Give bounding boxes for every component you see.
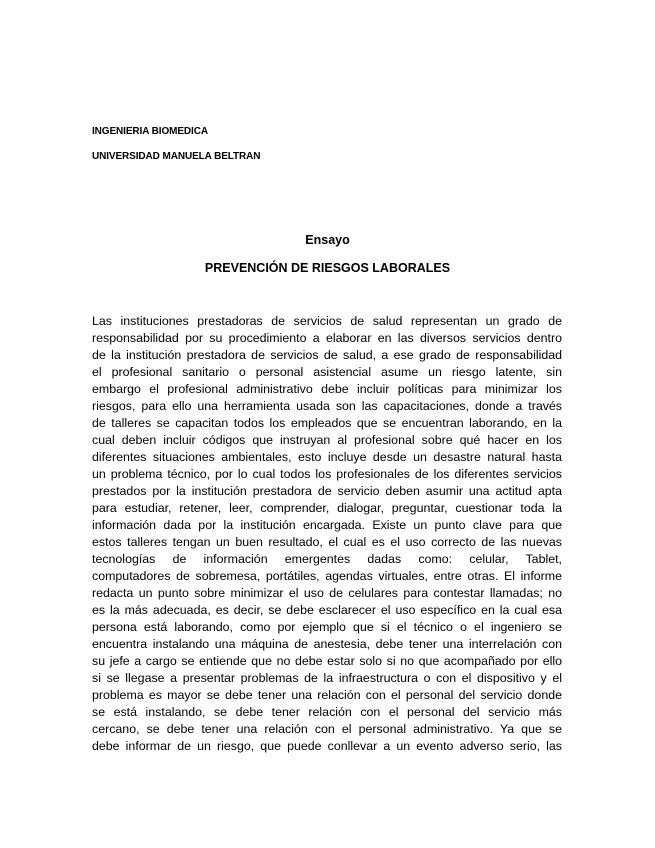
body-line: se está instalando, se debe tener relación con el personal del servicio más <box>92 705 562 719</box>
body-line: prestados por la institución prestadora de servicio deben asumir una actitud apta <box>92 484 562 498</box>
body-line: redacta un punto sobre minimizar el uso de celulares para contestar llamadas; no <box>92 586 562 600</box>
body-line: de la institución prestadora de servicios de salud, a ese grado de responsabilidad <box>92 348 562 362</box>
body-line: si se llegase a presentar problemas de la infraestructura o con el dispositivo y el <box>92 671 562 685</box>
body-line: cual deben incluir códigos que instruyan al profesional sobre qué hacer en los <box>92 433 562 447</box>
body-line: problema es mayor se debe tener una relación con el personal del servicio donde <box>92 688 562 702</box>
body-line: el profesional sanitario o personal asistencial asume un riesgo latente, sin <box>92 365 562 379</box>
essay-type: Ensayo <box>305 233 350 247</box>
body-line: responsabilidad por su procedimiento a elaborar en las diversos servicios dentro <box>92 331 562 345</box>
body-line: para estudiar, retener, leer, comprender, dialogar, preguntar, cuestionar toda la <box>92 501 562 515</box>
body-line: diferentes situaciones ambientales, esto incluye desde un desastre natural hasta <box>92 450 562 464</box>
essay-title: PREVENCIÓN DE RIESGOS LABORALES <box>204 261 451 275</box>
body-line: computadores de sobremesa, portátiles, agendas virtuales, entre otras. El informe <box>92 569 562 583</box>
body-line: es la más adecuada, es decir, se debe esclarecer el uso específico en la cual esa <box>92 603 562 617</box>
body-line: un problema técnico, por lo cual todos los profesionales de los diferentes servicios <box>92 467 562 481</box>
body-line: de talleres se capacitan todos los empleados que se encuentran laborando, en la <box>92 416 562 430</box>
body-line: embargo el profesional administrativo debe incluir políticas para minimizar los <box>92 382 562 396</box>
university-name: UNIVERSIDAD MANUELA BELTRAN <box>92 151 261 162</box>
essay-body <box>92 313 562 755</box>
program-name: INGENIERIA BIOMEDICA <box>92 126 208 137</box>
body-line: persona está laborando, como por ejemplo que si el técnico o el ingeniero se <box>92 620 562 634</box>
body-line: debe informar de un riesgo, que puede conllevar a un evento adverso serio, las <box>92 739 562 753</box>
body-line: información dada por la institución encargada. Existe un punto clave para que <box>92 518 562 532</box>
body-line: estos talleres tengan un buen resultado, el cual es el uso correcto de las nuevas <box>92 535 562 549</box>
body-line: tecnologías de información emergentes dadas como: celular, Tablet, <box>92 552 562 566</box>
body-line: cercano, se debe tener una relación con el personal administrativo. Ya que se <box>92 722 562 736</box>
body-line: encuentra instalando una máquina de anestesia, debe tener una interrelación con <box>92 637 562 651</box>
body-line: riesgos, para ello una herramienta usada son las capacitaciones, donde a través <box>92 399 562 413</box>
body-line: Las instituciones prestadoras de servicios de salud representan un grado de <box>92 314 562 328</box>
body-line: su jefe a cargo se entiende que no debe estar solo si no que acompañado por ello <box>92 654 562 668</box>
